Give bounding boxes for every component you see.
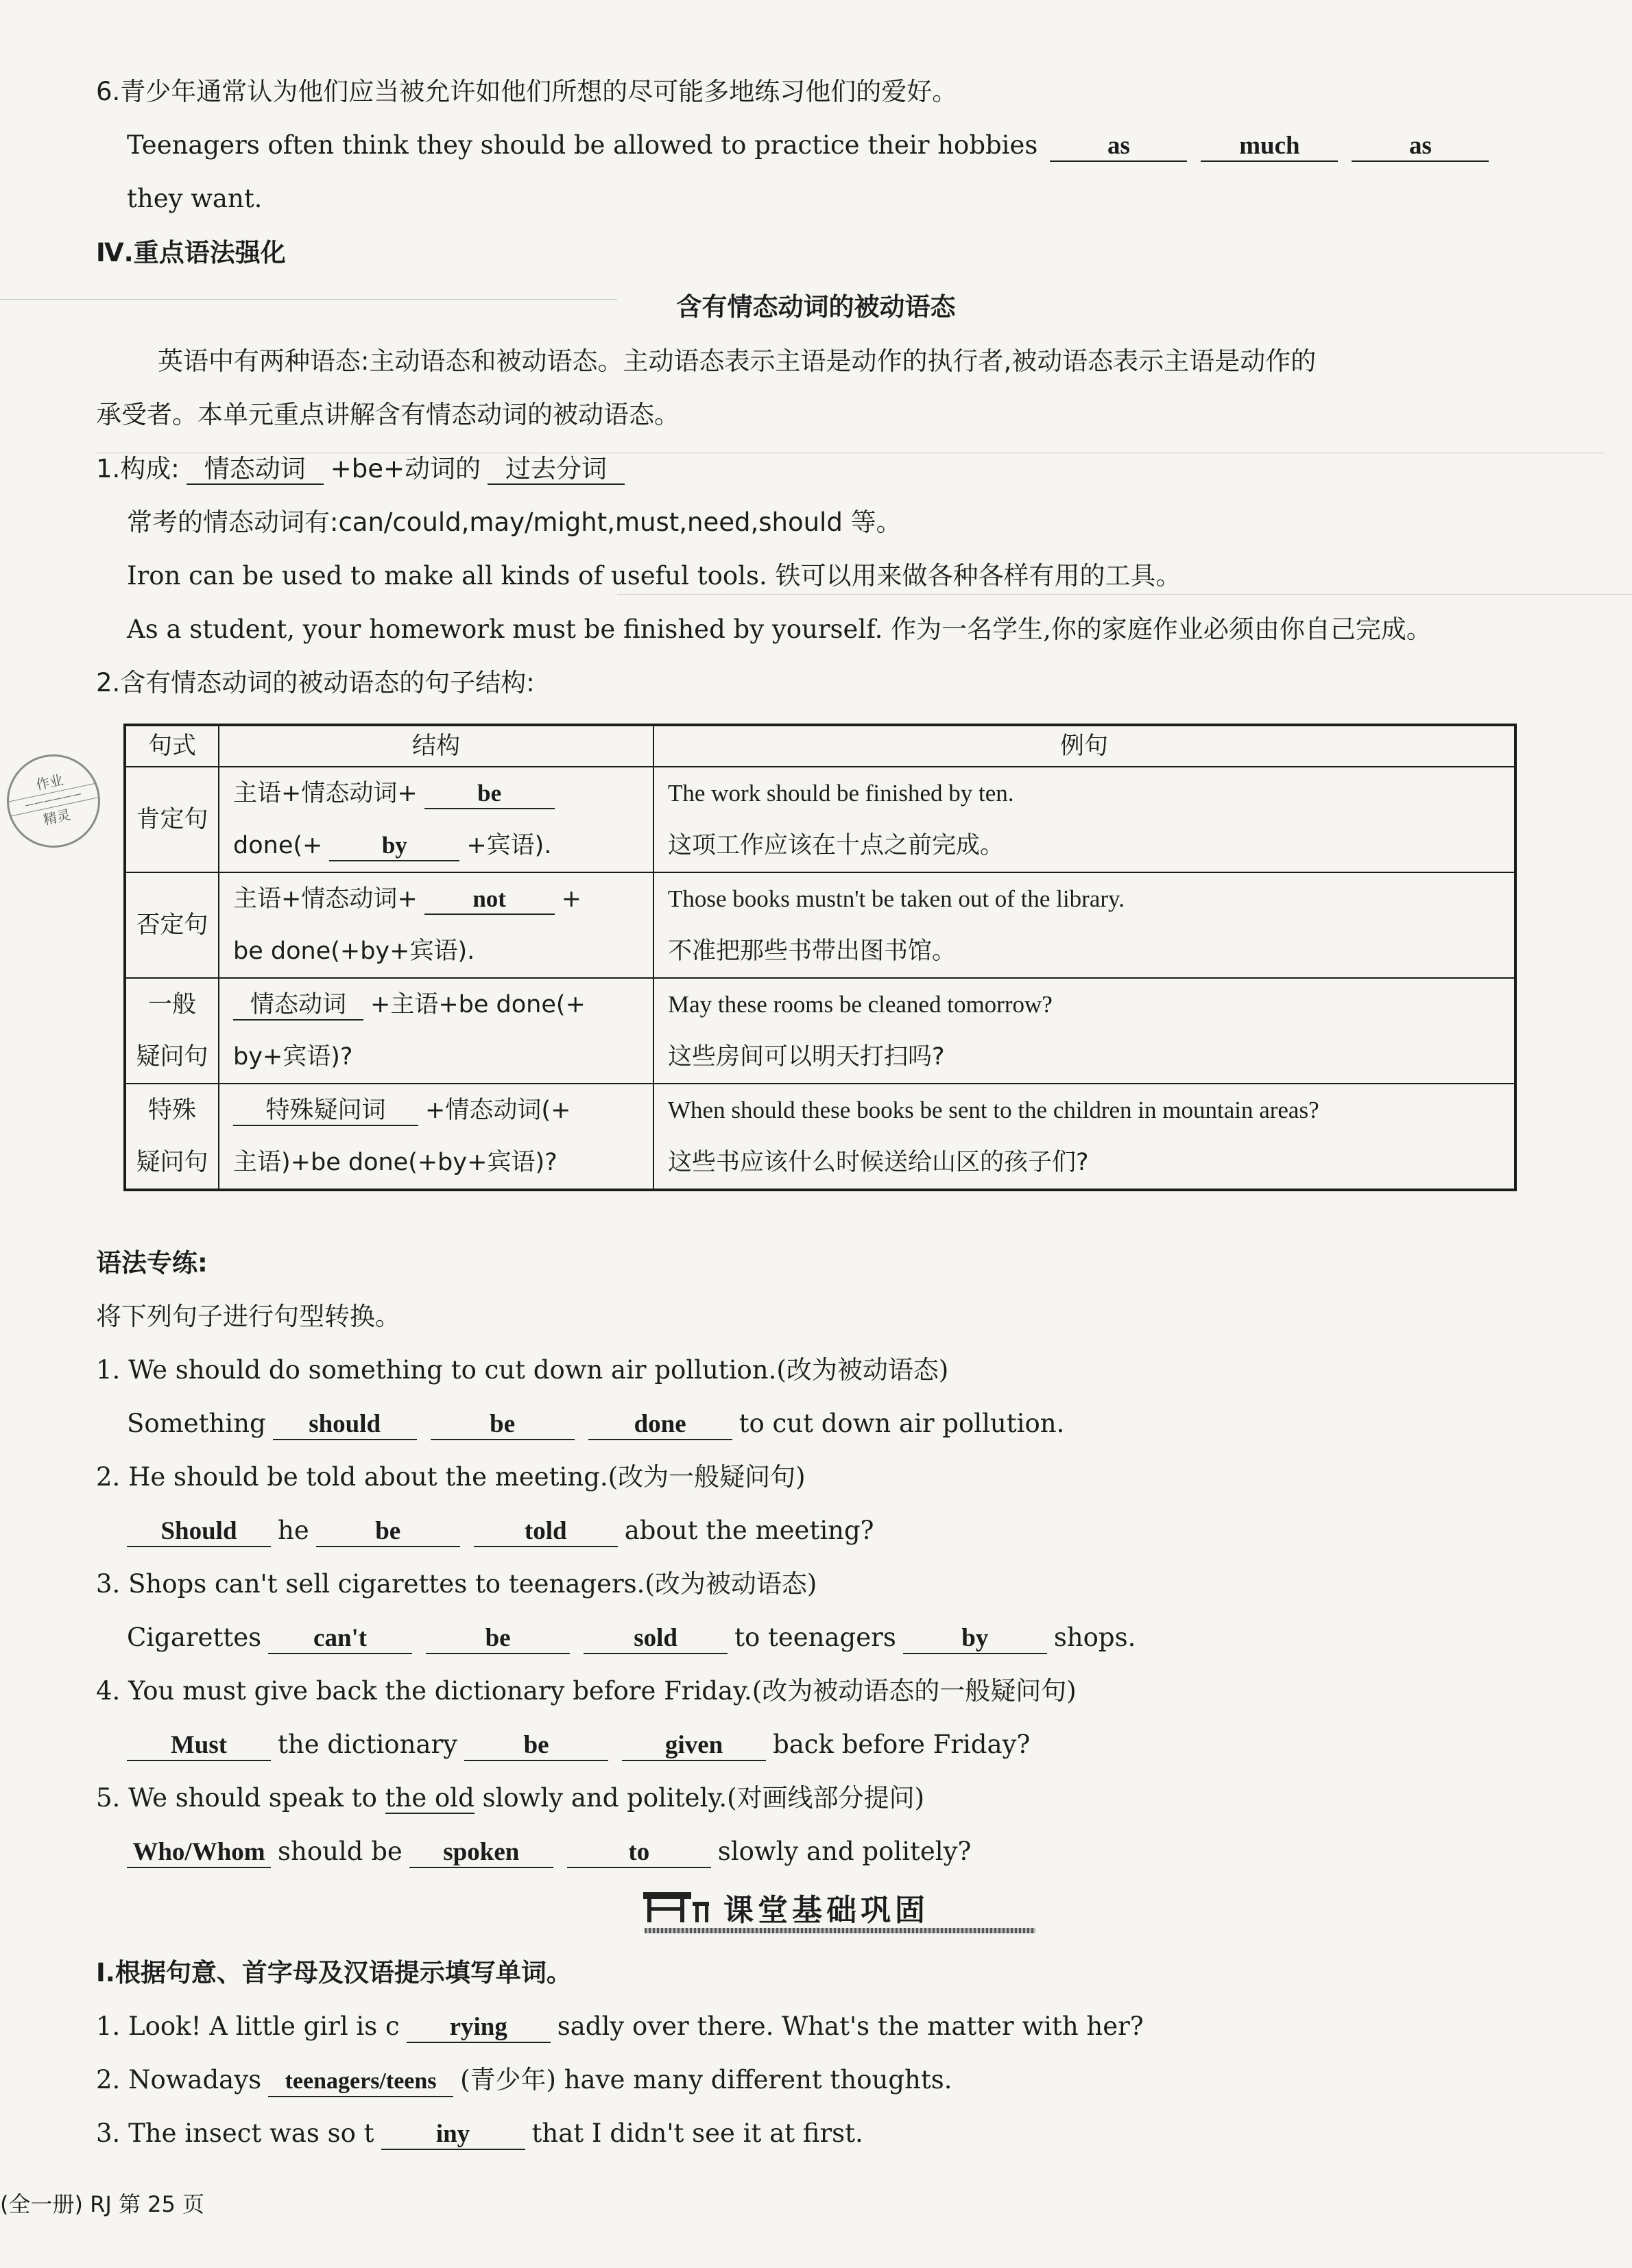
section1-item-3: 3. The insect was so t iny that I didn't see it at first. [96,2117,1632,2150]
q6-blank-2[interactable]: much [1201,132,1338,162]
structure-line-2: 主语)+be done(+by+宾语)? [233,1149,557,1176]
table-row [125,1084,1515,1190]
structure-line-2: be done(+by+宾语). [233,938,475,965]
example-cn: 这些房间可以明天打扫吗? [668,1043,945,1071]
q6-blank-1[interactable]: as [1050,132,1187,162]
stamp-logo: 作业 —————— 精灵 [0,745,109,856]
structure-blank[interactable]: 特殊疑问词 [233,1096,418,1126]
structure-line-1: 主语+情态动词+ be [233,767,639,820]
desk-icon [638,1887,713,1929]
section4-intro-2: 承受者。本单元重点讲解含有情态动词的被动语态。 [96,400,680,429]
answer-blank[interactable]: be [426,1624,570,1654]
structure-blank[interactable]: not [424,885,555,915]
table-header: 例句 [653,725,1515,767]
row-type: 肯定句 [136,806,208,833]
answer-blank[interactable]: done [588,1410,732,1440]
point1-blank-2[interactable]: 过去分词 [488,455,625,485]
answer-blank[interactable]: spoken [409,1838,553,1868]
q6-chinese: 6.青少年通常认为他们应当被允许如他们所想的尽可能多地练习他们的爱好。 [96,77,958,106]
row-type: 否定句 [136,911,208,939]
stamp-line2: 精灵 [41,806,73,828]
page-footer: (全一册) RJ 第 25 页 [0,2191,205,2217]
q6-english-line [127,129,1632,162]
answer-blank[interactable]: by [903,1624,1047,1654]
answer-blank[interactable]: be [431,1410,575,1440]
example-cn: 这些书应该什么时候送给山区的孩子们? [668,1149,1089,1176]
structure-line-1: 特殊疑问词 +情态动词(+ [233,1084,639,1136]
point1-example-2: As a student, your homework must be finished by yourself. 作为一名学生,你的家庭作业必须由你自己完成。 [127,614,1432,644]
row-type: 疑问句 [136,1043,208,1071]
q6-english-b: they want. [127,184,263,213]
answer-blank[interactable]: teenagers/teens [268,2067,453,2097]
example-en: May these rooms be cleaned tomorrow? [668,991,1053,1018]
stamp-line1: 作业 [34,771,65,793]
structure-line-1: 主语+情态动词+ not + [233,873,639,925]
answer-blank[interactable]: can't [268,1624,412,1654]
table-row [125,767,1515,872]
practice-answer-1: Something should be done to cut down air pollution. [127,1407,1632,1440]
section4-intro-1: 英语中有两种语态:主动语态和被动语态。主动语态表示主语是动作的执行者,被动语态表示主语是动作的 [158,346,1317,376]
point1-mid: +be+动词的 [330,454,481,484]
structure-line-2: by+宾语)? [233,1043,353,1071]
practice-question-3: 3. Shops can't sell cigarettes to teenagers.(改为被动语态) [96,1569,817,1599]
table-row [125,872,1515,978]
underlined-phrase: the old [385,1783,475,1813]
banner-title: 课堂基础巩固 [723,1893,929,1928]
answer-blank[interactable]: be [464,1731,608,1761]
structure-blank[interactable]: be [424,779,555,809]
answer-blank[interactable]: told [474,1517,618,1547]
practice-question-4: 4. You must give back the dictionary before Friday.(改为被动语态的一般疑问句) [96,1676,1077,1706]
table-header: 结构 [219,725,653,767]
structure-line-2: done(+ by +宾语). [233,820,639,872]
answer-blank[interactable]: iny [381,2120,525,2150]
point1-line [96,453,1632,486]
practice-answer-4: Must the dictionary be given back before Friday? [127,1728,1632,1761]
scan-rule [0,299,617,300]
practice-heading: 语法专练: [96,1248,208,1278]
point1-common-verbs: 常考的情态动词有:can/could,may/might,must,need,should 等。 [127,508,902,537]
example-en: When should these books be sent to the children in mountain areas? [668,1097,1319,1123]
section1-item-2: 2. Nowadays teenagers/teens (青少年) have many different thoughts. [96,2064,1632,2097]
table-row [125,978,1515,1084]
grammar-table [123,724,1517,1191]
section1-heading: Ⅰ.根据句意、首字母及汉语提示填写单词。 [96,1958,572,1988]
section4-title: 含有情态动词的被动语态 [676,292,956,322]
practice-question-2: 2. He should be told about the meeting.(改为一般疑问句) [96,1462,806,1492]
q6-english-a: Teenagers often think they should be allowed to practice their hobbies [127,130,1038,160]
table-header-row [125,725,1515,767]
answer-blank[interactable]: Should [127,1517,271,1547]
answer-blank[interactable]: should [273,1410,417,1440]
section-banner [617,1883,1035,1933]
row-type: 疑问句 [136,1149,208,1176]
practice-answer-5: Who/Whom should be spoken to slowly and politely? [127,1835,1632,1868]
example-en: Those books mustn't be taken out of the library. [668,885,1125,912]
answer-blank[interactable]: Who/Whom [127,1838,271,1868]
q6-blank-3[interactable]: as [1352,132,1489,162]
scan-rule [617,594,1632,595]
banner-underline [645,1928,1035,1933]
example-cn: 这项工作应该在十点之前完成。 [668,832,1005,859]
answer-blank[interactable]: given [622,1731,766,1761]
example-cn: 不准把那些书带出图书馆。 [668,938,957,965]
row-type: 一般 [147,991,196,1018]
practice-answer-3: Cigarettes can't be sold to teenagers by shops. [127,1621,1632,1654]
practice-question-5: 5. We should speak to the old slowly and politely.(对画线部分提问) [96,1783,925,1813]
point1-label: 1.构成: [96,454,180,484]
answer-blank[interactable]: to [567,1838,711,1868]
answer-blank[interactable]: Must [127,1731,271,1761]
practice-question-1: 1. We should do something to cut down air pollution.(改为被动语态) [96,1355,949,1385]
section1-item-1: 1. Look! A little girl is c rying sadly over there. What's the matter with her? [96,2010,1632,2043]
structure-blank[interactable]: 情态动词 [233,990,363,1020]
structure-line-1: 情态动词 +主语+be done(+ [233,979,639,1031]
point1-example-1: Iron can be used to make all kinds of useful tools. 铁可以用来做各种各样有用的工具。 [127,561,1181,590]
point1-blank-1[interactable]: 情态动词 [187,455,324,485]
point2-heading: 2.含有情态动词的被动语态的句子结构: [96,668,535,697]
answer-blank[interactable]: rying [407,2013,551,2043]
answer-blank[interactable]: sold [584,1624,728,1654]
row-type: 特殊 [147,1097,196,1124]
table-header: 句式 [125,725,219,767]
example-en: The work should be finished by ten. [668,780,1014,807]
structure-blank[interactable]: by [329,831,459,861]
answer-blank[interactable]: be [316,1517,460,1547]
practice-answer-2: Should he be told about the meeting? [127,1514,1632,1547]
practice-instruction: 将下列句子进行句型转换。 [96,1302,400,1331]
section4-heading: Ⅳ.重点语法强化 [96,238,286,267]
